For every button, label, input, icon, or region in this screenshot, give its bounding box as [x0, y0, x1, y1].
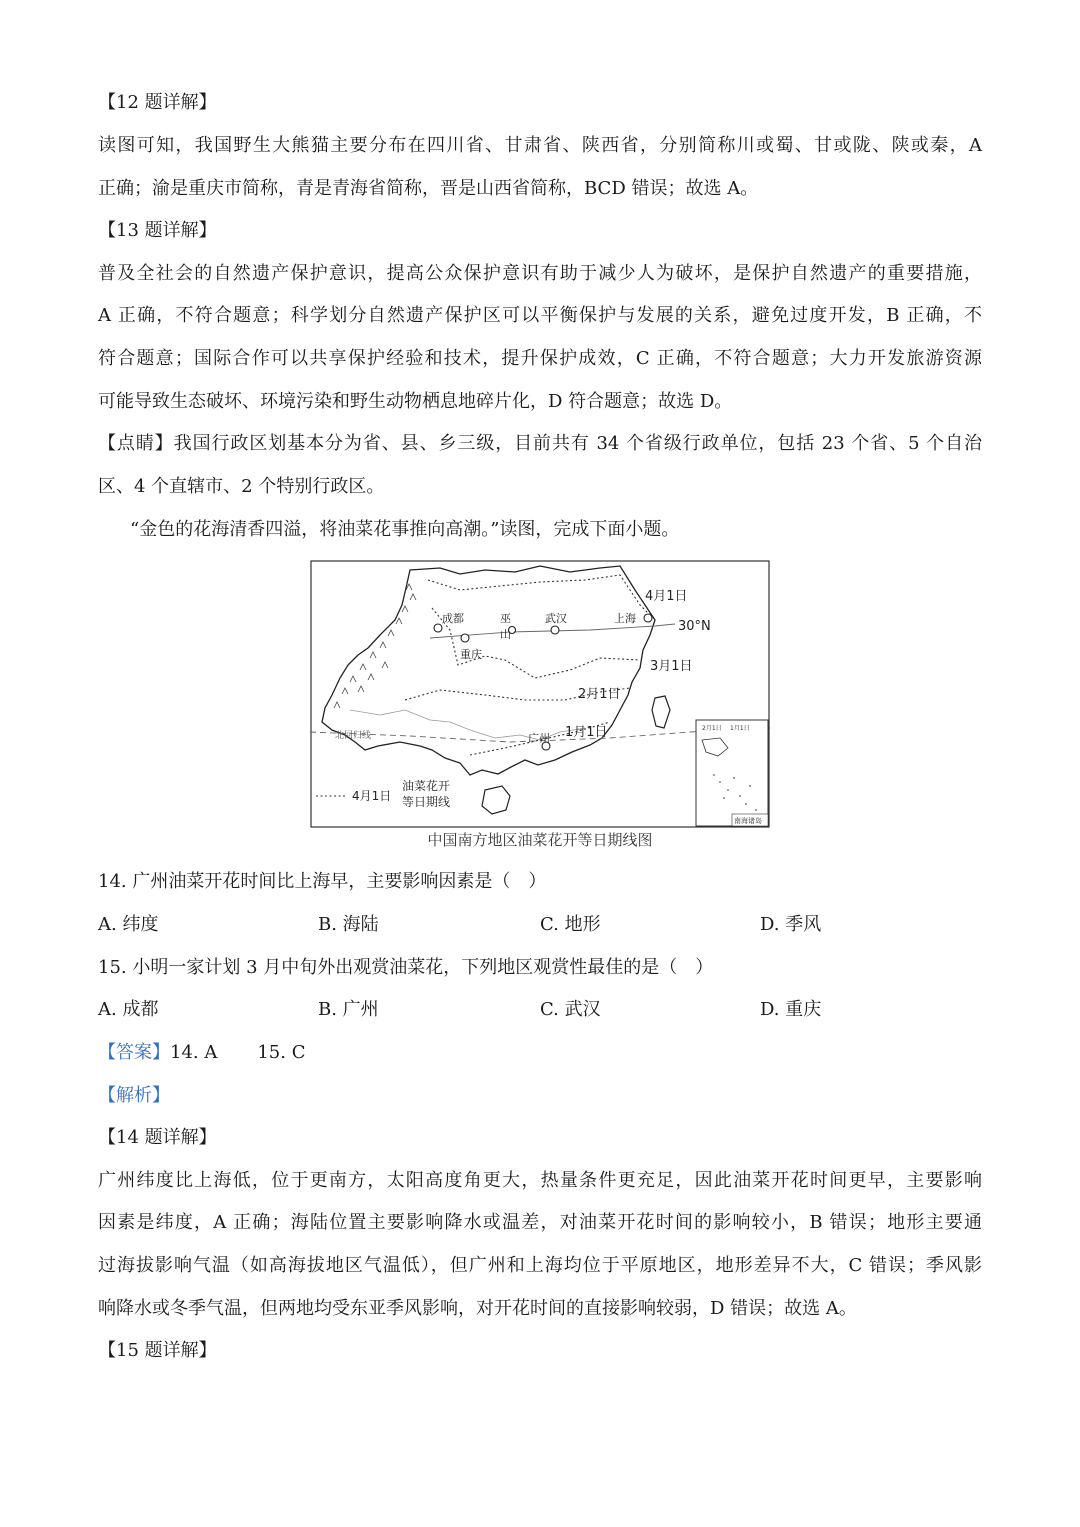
- label-tropic: 北回归线: [335, 731, 372, 741]
- label-wushan-2: 山: [500, 628, 511, 641]
- answer-14: 14. A: [170, 1042, 218, 1063]
- label-mar1: 3月1日: [650, 659, 693, 674]
- q15-option-a: A. 成都: [98, 999, 159, 1020]
- label-shanghai: 上海: [614, 612, 636, 625]
- label-chengdu: 成都: [442, 612, 464, 625]
- label-jan1: 1月1日: [565, 725, 608, 740]
- legend-text-2: 等日期线: [402, 795, 451, 809]
- q14-stem: 14. 广州油菜开花时间比上海早，主要影响因素是（ ）: [98, 871, 547, 892]
- inset-title: 南海诸岛: [734, 817, 762, 825]
- q13-line-2: A 正确，不符合题意；科学划分自然遗产保护区可以平衡保护与发展的关系，避免过度开发，B 正确，不: [98, 305, 982, 326]
- q12-line-1: 读图可知，我国野生大熊猫主要分布在四川省、甘肃省、陕西省，分别简称川或蜀、甘或陇、陕或秦，A: [98, 135, 982, 156]
- label-guangzhou: 广州: [528, 732, 550, 745]
- q13-heading: 【13 题详解】: [98, 220, 217, 241]
- q14-detail-heading: 【14 题详解】: [98, 1127, 217, 1148]
- tip-line-1: 【点睛】我国行政区划基本分为省、县、乡三级，目前共有 34 个省级行政单位，包括 23 个省、5 个自治: [98, 433, 982, 454]
- q12-heading: 【12 题详解】: [98, 92, 217, 113]
- q15-option-b: B. 广州: [318, 999, 379, 1020]
- legend-text-1: 油菜花开: [402, 779, 451, 793]
- label-wushan-1: 巫: [500, 612, 511, 625]
- wuhan-marker: [551, 626, 559, 634]
- answer-label: 【答案】: [98, 1042, 170, 1063]
- label-30n: 30°N: [678, 619, 711, 634]
- q14-detail-line-1: 广州纬度比上海低，位于更南方，太阳高度角更大，热量条件更充足，因此油菜开花时间更早，主要影响: [98, 1170, 982, 1191]
- q14-option-d: D. 季风: [760, 914, 822, 935]
- q14-option-b: B. 海陆: [318, 914, 379, 935]
- label-chongqing: 重庆: [460, 648, 482, 661]
- q14-detail-line-4: 响降水或冬季气温，但两地均受东亚季风影响，对开花时间的直接影响较弱，D 错误；故选 A。: [98, 1298, 857, 1319]
- chengdu-marker: [434, 624, 442, 632]
- label-feb1: 2月1日: [578, 687, 621, 702]
- q14-detail-line-2: 因素是纬度，A 正确；海陆位置主要影响降水或温差，对油菜开花时间的影响较小，B 错误；地形主要通: [98, 1212, 982, 1233]
- rapeseed-bloom-map: [310, 560, 770, 828]
- q15-stem: 15. 小明一家计划 3 月中旬外出观赏油菜花，下列地区观赏性最佳的是（ ）: [98, 957, 714, 978]
- inset-feb1: 2月1日: [702, 725, 722, 732]
- q13-line-4: 可能导致生态破坏、环境污染和野生动物栖息地碎片化，D 符合题意；故选 D。: [98, 391, 733, 412]
- q15-option-d: D. 重庆: [760, 999, 822, 1020]
- legend-date: 4月1日: [352, 789, 392, 803]
- intro-text: “金色的花海清香四溢，将油菜花事推向高潮。”读图，完成下面小题。: [130, 519, 680, 540]
- shanghai-marker: [644, 614, 652, 622]
- q14-option-c: C. 地形: [540, 914, 601, 935]
- inset-jan1: 1月1日: [730, 725, 750, 732]
- q13-line-3: 符合题意；国际合作可以共享保护经验和技术，提升保护成效，C 正确，不符合题意；大力开发旅游资源: [98, 348, 982, 369]
- chongqing-marker: [461, 634, 469, 642]
- answer-line: [98, 1040, 982, 1066]
- q13-line-1: 普及全社会的自然遗产保护意识，提高公众保护意识有助于减少人为破坏，是保护自然遗产的重要措施，: [98, 263, 982, 284]
- q15-detail-heading: 【15 题详解】: [98, 1340, 217, 1361]
- q14-option-a: A. 纬度: [98, 914, 159, 935]
- south-china-sea-inset: [696, 720, 768, 826]
- answer-15: 15. C: [257, 1042, 306, 1063]
- q15-option-c: C. 武汉: [540, 999, 601, 1020]
- map-caption: 中国南方地区油菜花开等日期线图: [427, 831, 653, 849]
- analysis-label: 【解析】: [98, 1085, 170, 1106]
- q14-detail-line-3: 过海拔影响气温（如高海拔地区气温低），但广州和上海均位于平原地区，地形差异不大，C 错误；季风影: [98, 1255, 982, 1276]
- label-wuhan: 武汉: [545, 612, 567, 625]
- tip-line-2: 区、4 个直辖市、2 个特别行政区。: [98, 476, 385, 497]
- q12-line-2: 正确；渝是重庆市简称，青是青海省简称，晋是山西省简称，BCD 错误；故选 A。: [98, 178, 759, 199]
- label-apr1: 4月1日: [645, 589, 688, 604]
